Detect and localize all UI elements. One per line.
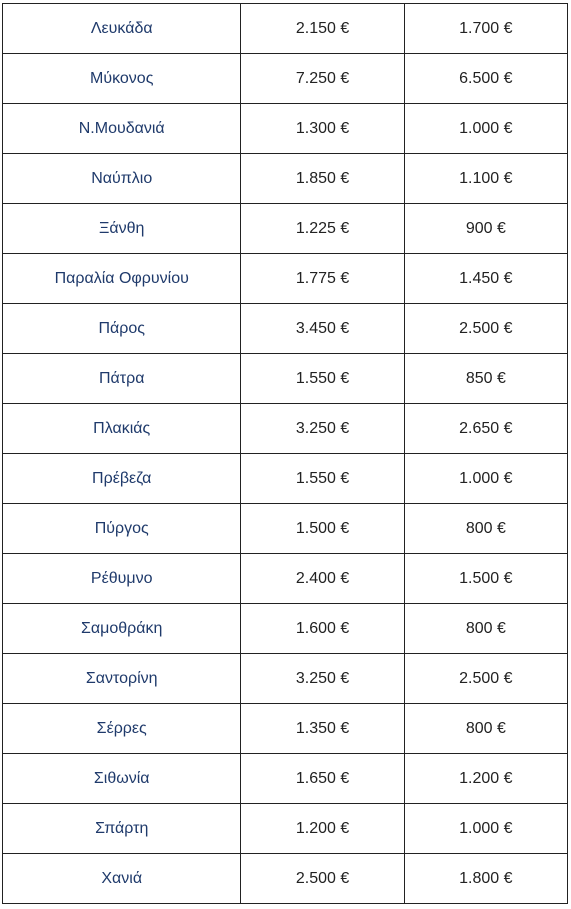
price-cell-2: 1.000 € — [404, 104, 567, 154]
price-cell-2: 1.200 € — [404, 754, 567, 804]
price-cell-2: 850 € — [404, 354, 567, 404]
place-cell: Λευκάδα — [3, 4, 241, 54]
price-cell-1: 1.600 € — [241, 604, 404, 654]
price-cell-1: 3.450 € — [241, 304, 404, 354]
price-cell-1: 1.500 € — [241, 504, 404, 554]
price-cell-2: 1.700 € — [404, 4, 567, 54]
table-row — [3, 504, 568, 554]
price-cell-1: 1.350 € — [241, 704, 404, 754]
price-cell-1: 2.150 € — [241, 4, 404, 54]
place-cell: Σαμοθράκη — [3, 604, 241, 654]
place-cell: Σέρρες — [3, 704, 241, 754]
place-cell: Ρέθυμνο — [3, 554, 241, 604]
table-row — [3, 854, 568, 904]
place-cell: Πάτρα — [3, 354, 241, 404]
price-cell-2: 1.000 € — [404, 804, 567, 854]
price-cell-1: 1.200 € — [241, 804, 404, 854]
price-cell-1: 1.775 € — [241, 254, 404, 304]
price-cell-1: 1.225 € — [241, 204, 404, 254]
place-cell: Πάρος — [3, 304, 241, 354]
place-cell: Πύργος — [3, 504, 241, 554]
table-row — [3, 554, 568, 604]
price-cell-1: 7.250 € — [241, 54, 404, 104]
price-cell-2: 2.500 € — [404, 304, 567, 354]
place-cell: Ναύπλιο — [3, 154, 241, 204]
place-cell: Σπάρτη — [3, 804, 241, 854]
place-cell: Πρέβεζα — [3, 454, 241, 504]
price-cell-1: 3.250 € — [241, 654, 404, 704]
place-cell: Παραλία Οφρυνίου — [3, 254, 241, 304]
price-cell-2: 1.450 € — [404, 254, 567, 304]
price-cell-2: 2.650 € — [404, 404, 567, 454]
place-cell: Χανιά — [3, 854, 241, 904]
price-cell-1: 1.550 € — [241, 454, 404, 504]
table-row — [3, 404, 568, 454]
price-cell-2: 1.500 € — [404, 554, 567, 604]
price-cell-1: 2.500 € — [241, 854, 404, 904]
price-cell-1: 1.550 € — [241, 354, 404, 404]
price-cell-2: 2.500 € — [404, 654, 567, 704]
table-row — [3, 54, 568, 104]
table-row — [3, 704, 568, 754]
price-cell-1: 3.250 € — [241, 404, 404, 454]
price-cell-2: 800 € — [404, 604, 567, 654]
place-cell: Μύκονος — [3, 54, 241, 104]
price-cell-2: 1.100 € — [404, 154, 567, 204]
price-cell-1: 1.300 € — [241, 104, 404, 154]
price-cell-2: 1.000 € — [404, 454, 567, 504]
price-cell-1: 1.850 € — [241, 154, 404, 204]
price-cell-2: 800 € — [404, 504, 567, 554]
place-cell: Σαντορίνη — [3, 654, 241, 704]
price-cell-1: 1.650 € — [241, 754, 404, 804]
table-row — [3, 304, 568, 354]
table-row — [3, 154, 568, 204]
table-row — [3, 604, 568, 654]
place-cell: Ξάνθη — [3, 204, 241, 254]
price-table-body — [3, 4, 568, 904]
price-cell-1: 2.400 € — [241, 554, 404, 604]
table-row — [3, 754, 568, 804]
table-row — [3, 254, 568, 304]
price-cell-2: 6.500 € — [404, 54, 567, 104]
price-cell-2: 900 € — [404, 204, 567, 254]
table-row — [3, 104, 568, 154]
price-cell-2: 800 € — [404, 704, 567, 754]
table-row — [3, 354, 568, 404]
table-row — [3, 204, 568, 254]
table-row — [3, 654, 568, 704]
table-row — [3, 454, 568, 504]
place-cell: Πλακιάς — [3, 404, 241, 454]
place-cell: Σιθωνία — [3, 754, 241, 804]
place-cell: Ν.Μουδανιά — [3, 104, 241, 154]
table-row — [3, 804, 568, 854]
price-cell-2: 1.800 € — [404, 854, 567, 904]
table-row — [3, 4, 568, 54]
price-table — [2, 3, 568, 904]
